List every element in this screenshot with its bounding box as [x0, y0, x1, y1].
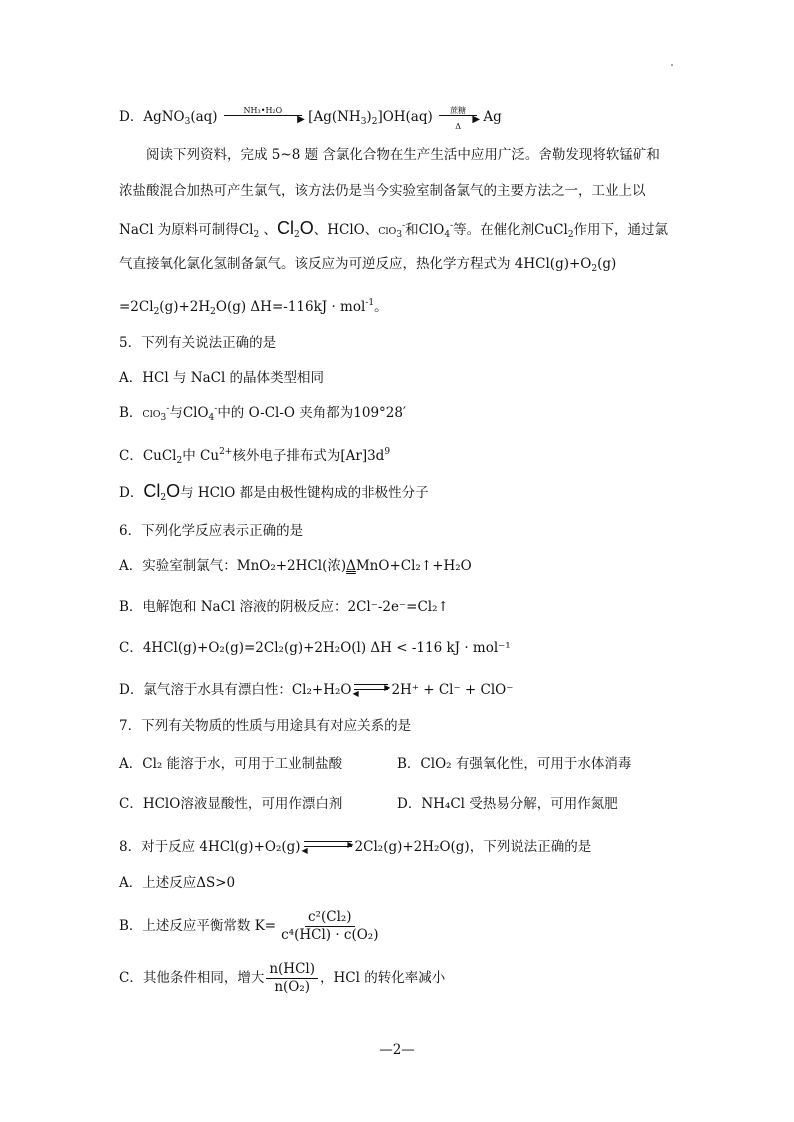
question-6-option-d: D．氯气溶于水具有漂白性：Cl₂+H₂O ▶ ◀ 2H⁺ + Cl⁻ + ClO⁻ — [119, 682, 514, 698]
question-7-option-a: A．Cl₂ 能溶于水，可用于工业制盐酸 — [119, 756, 343, 772]
passage-line-1: 阅读下列资料，完成 5~8 题 含氯化合物在生产生活中应用广泛。舍勒发现将软锰矿和 — [146, 147, 660, 163]
question-6-option-a: A．实验室制氯气：MnO₂+2HCl(浓)ΔMnO+Cl₂↑+H₂O — [119, 558, 472, 574]
question-7-option-d: D．NH₄Cl 受热易分解，可用作氮肥 — [397, 796, 618, 812]
question-5-option-d: D．$Cl_2O$与 HClO 都是由极性键构成的非极性分子 — [119, 481, 429, 503]
question-7-stem: 7．下列有关物质的性质与用途具有对应关系的是 — [119, 718, 412, 734]
question-5-option-c: C．CuCl$_2$中 $Cu^{2+}$核外电子排布式为$[Ar]3d^9$ — [119, 447, 391, 466]
question-7-option-b: B．ClO₂ 有强氧化性，可用于水体消毒 — [397, 756, 632, 772]
reaction-arrow: 蔗糖 Δ ▶ — [439, 107, 477, 123]
equilibrium-arrow: ▶ ◀ — [301, 840, 354, 855]
question-8-option-a: A．上述反应ΔS>0 — [119, 875, 236, 891]
passage-line-5: $=2Cl_2(g)+2H_2O(g) \Delta H=-116kJ \cdot mol^{-1}$。 — [119, 298, 388, 317]
question-6-stem: 6．下列化学反应表示正确的是 — [119, 523, 304, 539]
option-label: D． — [119, 109, 144, 125]
question-8-option-b: B．上述反应平衡常数 K= $\frac{\text{c²(Cl₂)}}{\text{c⁴(HCl) · c(O₂)}}$ — [119, 910, 383, 943]
question-5-stem: 5．下列有关说法正确的是 — [119, 335, 277, 351]
ratio-fraction: $\frac{\text{n(HCl)}}{\text{n(O₂)}}$ — [266, 962, 318, 995]
passage-line-4: 气直接氧化氯化氢制备氯气。该反应为可逆反应，热化学方程式为 $4HCl(g)+O_2(g)$ — [119, 256, 617, 274]
question-8-stem: 8．对于反应 4HCl(g)+O₂(g) ▶ ◀ 2Cl₂(g)+2H₂O(g)，下列说法正确的是 — [119, 839, 592, 855]
question-6-option-c: C．4HCl(g)+O₂(g)=2Cl₂(g)+2H₂O(l) ΔH < -116 kJ · mol⁻¹ — [119, 640, 511, 656]
page-number: —2— — [379, 1042, 415, 1058]
question-7-option-c: C．HClO溶液显酸性，可用作漂白剂 — [119, 796, 343, 812]
reaction-arrow: NH₃•H₂O ▶ — [224, 107, 302, 123]
question-5-option-a: A．HCl 与 NaCl 的晶体类型相同 — [119, 370, 325, 386]
equilibrium-constant-fraction: $\frac{\text{c²(Cl₂)}}{\text{c⁴(HCl) · c(O₂)}}$ — [281, 909, 379, 943]
option-d-silver-mirror: D．AgNO$_3$(aq) NH₃•H₂O ▶ $[Ag(NH_3)_2]OH(aq)$ 蔗糖 Δ ▶ Ag — [119, 106, 502, 131]
equilibrium-arrow: ▶ ◀ — [352, 683, 391, 698]
passage-line-2: 浓盐酸混合加热可产生氯气，该方法仍是当今实验室制备氯气的主要方法之一，工业上以 — [119, 183, 646, 199]
scan-dot — [671, 64, 673, 66]
passage-line-3: NaCl 为原料可制得$Cl_2$ 、$Cl_2O$、HClO、ClO$_3$-和ClO$_4$-等。在催化剂CuCl$_2$作用下，通过氯 — [119, 218, 669, 240]
question-6-option-b: B．电解饱和 NaCl 溶液的阴极反应：2Cl⁻-2e⁻=Cl₂↑ — [119, 599, 449, 615]
question-8-option-c: C．其他条件相同，增大 $\frac{\text{n(HCl)}}{\text{n(O₂)}}$ ，HCl 的转化率减小 — [119, 961, 446, 995]
question-5-option-b: B．ClO$_3$-与ClO$_4$-中的 O-Cl-O 夹角都为109°28′ — [119, 404, 407, 423]
